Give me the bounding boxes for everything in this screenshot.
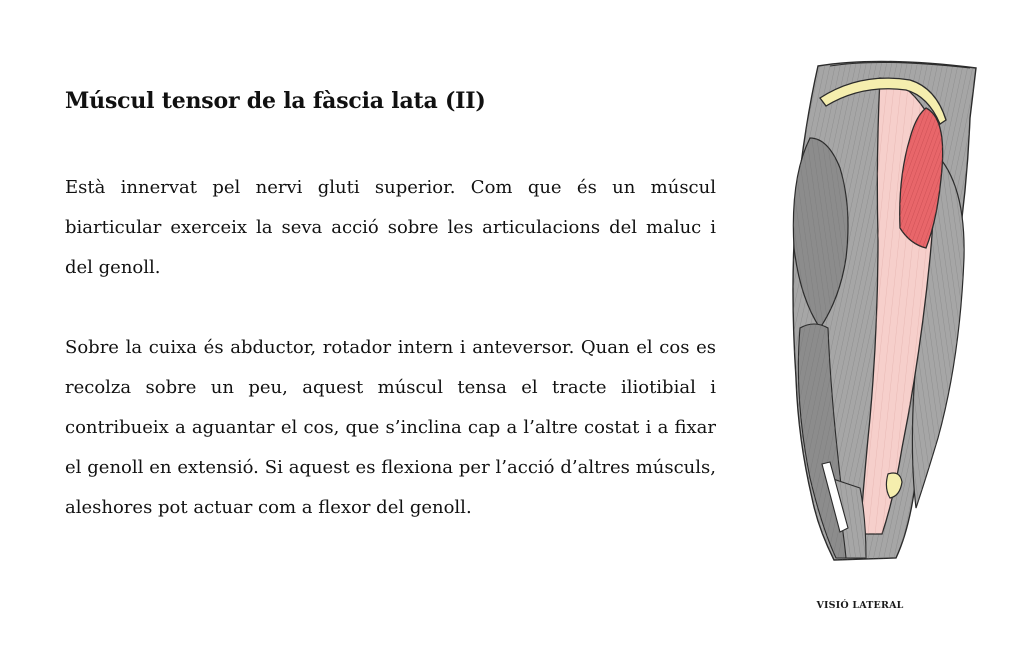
page-title: Múscul tensor de la fàscia lata (II) — [65, 88, 486, 114]
thigh-illustration — [770, 58, 984, 564]
figure-caption: VISIÓ LATERAL — [816, 600, 904, 611]
thigh-lateral-view-drawing — [770, 58, 984, 564]
paragraph-innervation: Està innervat pel nervi gluti superior. Com que és un múscul biarticular exerceix la seva acció sobre les articulacions del maluc i del genoll. — [65, 177, 716, 278]
body-text — [65, 168, 716, 568]
paragraph-function: Sobre la cuixa és abductor, rotador intern i anteversor. Quan el cos es recolza sobre un peu, aquest múscul tensa el tracte iliotibial i contribueix a aguantar el cos, que s’inclina cap a l’altre costat i a fixar el genoll en extensió. Si aquest es flexiona per l’acció d’altres músculs, aleshores pot actuar com a flexor del genoll. — [65, 337, 716, 518]
